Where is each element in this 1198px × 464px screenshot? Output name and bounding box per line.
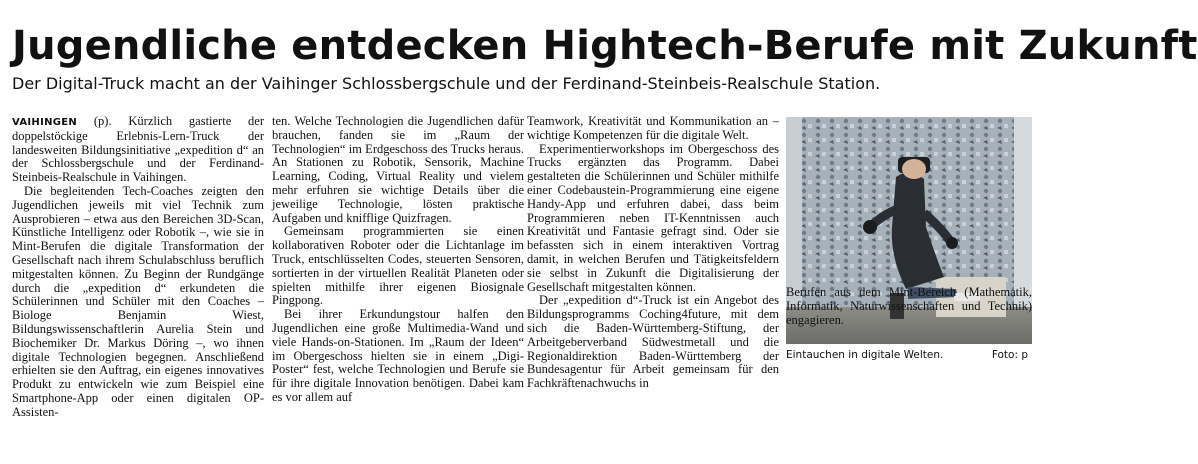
photo-caption-row: [786, 349, 1032, 362]
article-column-2: [272, 115, 524, 405]
dateline: VAIHINGEN: [12, 117, 78, 128]
paragraph: Teamwork, Kreativität und Kommunikation an – wichtige Kompetenzen für die digitale Welt.: [527, 114, 779, 142]
subheadline: Der Digital-Truck macht an der Vaihinger Schlossbergschule und der Ferdinand-Steinbeis-Realschule Station.: [12, 74, 881, 93]
paragraph: Der „expedition d“-Truck ist ein Angebot des Bildungsprogramms Coching4future, mit dem sich die Baden-Württemberg-Stiftung, der Arbeitgeberverband Südwestmetall und die Regionaldirektion Baden-Württemberg der Bundesagentur für Arbeit gemeinsam für den Fachkräftenachwuchs in: [527, 293, 779, 391]
paragraph: Gemeinsam programmierten sie einen kollaborativen Roboter oder die Lichtanlage im Truck, entschlüsselten Codes, steuerten Sensoren, sortierten in der virtuellen Realität Planeten oder spielten mithilfe ihrer eigenen Biosignale Pingpong.: [272, 224, 524, 308]
paragraph: Bei ihrer Erkundungstour halfen den Jugendlichen eine große Multimedia-Wand und viele Hands-on-Stationen. Im „Raum der Ideen“ im Obergeschoss hielten sie in einem „Digi-Poster“ fest, welche Technologien und Berufe sie für ihre digitale Innovation benötigen. Dabei kam es vor allem auf: [272, 307, 524, 404]
article-column-1: [12, 115, 264, 420]
photo-caption: Eintauchen in digitale Welten.: [786, 349, 944, 361]
article-column-4: [786, 286, 1032, 327]
paragraph: [12, 115, 264, 185]
photo-credit: Foto: p: [991, 349, 1028, 361]
headline: Jugendliche entdecken Hightech-Berufe mit Zukunft: [12, 23, 1198, 69]
paragraph: Die begleitenden Tech-Coaches zeigten den Jugendlichen jeweils mit viel Technik zum Ausprobieren – etwa aus den Bereichen 3D-Scan, Künstliche Intelligenz oder Robotik –, wie sie in Mint-Berufen die digitale Transformation der Gesellschaft nach ihrem Schulabschluss beruflich mitgestalten können. Zu Beginn der Rundgänge durch die „expedition d“ erkundeten die Schülerinnen und Schüler mit den Coaches – Biologe Benjamin Wiest, Bildungswissenschaftlerin Aurelia Stein und Biochemiker Dr. Markus Döring –, wo ihnen digitale Technologien begegnen. Anschließend erhielten sie den Auftrag, ein eigenes innovatives Produkt zu entwickeln wie zum Beispiel eine Smartphone-App oder einen digitalen OP-Assisten-: [12, 183, 264, 419]
article-column-3: [527, 115, 779, 391]
paragraph: Berufen aus dem Mint-Bereich (Mathematik, Informatik, Naturwissenschaften und Technik) engagieren.: [786, 285, 1032, 327]
paragraph: Experimentierworkshops im Obergeschoss des Trucks ergänzten das Programm. Dabei gestalteten die Schülerinnen und Schüler mithilfe einer Codebaustein-Programmierung eine eigene Handy-App und erfuhren dabei, dass beim Programmieren neben IT-Kenntnissen auch Kreativität und Fantasie gefragt sind. Oder sie befassten sich in einem interaktiven Vortrag damit, in welchen Berufen und Tätigkeitsfeldern sie selbst in Zukunft die Digitalisierung der Gesellschaft mitgestalten können.: [527, 141, 779, 294]
paragraph-text: (p). Kürzlich gastierte der doppelstöckige Erlebnis-Lern-Truck der landesweiten Bildungsinitiative „expedition d“ an der Schlossbergschule und der Ferdinand-Steinbeis-Realschule in Vaihingen.: [12, 114, 264, 185]
paragraph: ten. Welche Technologien die Jugendlichen dafür brauchen, fanden sie im „Raum der Technologien“ im Erdgeschoss des Trucks heraus. An Stationen zu Robotik, Sensorik, Machine Learning, Coding, Virtual Reality und vielem mehr erfuhren sie wichtige Details über die jeweilige Technologie, lösten praktische Aufgaben und knifflige Quizfragen.: [272, 114, 524, 225]
